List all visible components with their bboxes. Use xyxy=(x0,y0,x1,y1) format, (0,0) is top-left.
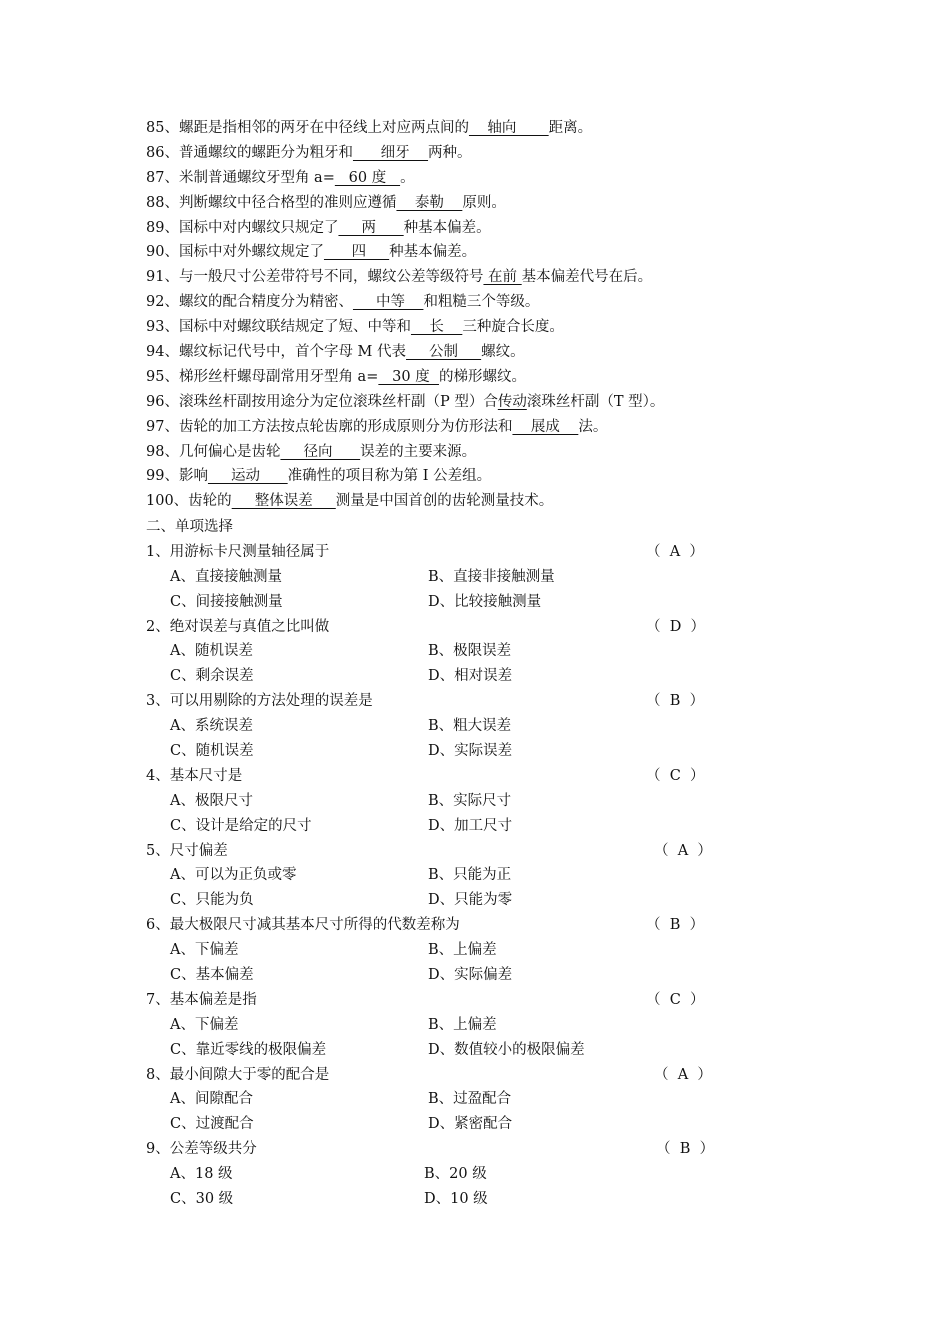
answer-blank: 四 xyxy=(323,244,390,261)
option-c: C、随机误差 xyxy=(170,743,254,760)
option-row xyxy=(146,888,846,913)
question-stem: 4、基本尺寸是 （ C ） xyxy=(146,764,846,789)
option-row xyxy=(146,789,846,814)
answer-marker: （ C ） xyxy=(646,767,705,784)
option-b: B、极限误差 xyxy=(428,643,512,660)
option-row xyxy=(146,590,846,615)
answer-marker: （ C ） xyxy=(646,991,705,1008)
question-stem: 6、最大极限尺寸减其基本尺寸所得的代数差称为 （ B ） xyxy=(146,913,846,938)
question-stem: 7、基本偏差是指 （ C ） xyxy=(146,988,846,1013)
option-a: A、系统误差 xyxy=(170,718,253,735)
answer-blank: 公制 xyxy=(406,344,482,361)
fill-in-item: 94、螺纹标记代号中，首个字母 M 代表 公制 螺纹。 xyxy=(146,344,525,361)
answer-blank: 传动 xyxy=(497,393,527,410)
fill-in-item: 99、影响 运动 准确性的项目称为第 I 公差组。 xyxy=(146,468,492,485)
option-b: B、上偏差 xyxy=(428,942,497,959)
option-d: D、实际误差 xyxy=(428,743,513,760)
answer-blank: 径向 xyxy=(280,443,361,460)
fill-in-item: 91、与一般尺寸公差带符号不同，螺纹公差等级符号 在前 基本偏差代号在后。 xyxy=(146,269,653,286)
option-c: C、只能为负 xyxy=(170,892,254,909)
answer-marker: （ B ） xyxy=(646,917,705,934)
option-d: D、10 级 xyxy=(424,1191,488,1208)
multiple-choice-section xyxy=(146,515,846,1212)
option-c: C、设计是给定的尺寸 xyxy=(170,817,312,834)
option-c: C、基本偏差 xyxy=(170,967,254,984)
answer-blank: 中等 xyxy=(352,294,424,311)
answer-marker: （ A ） xyxy=(654,842,712,859)
answer-blank: 细牙 xyxy=(352,144,429,161)
fill-in-item: 93、国标中对螺纹联结规定了短、中等和 长 三种旋合长度。 xyxy=(146,319,564,336)
option-c: C、剩余误差 xyxy=(170,668,254,685)
fill-in-item: 86、普通螺纹的螺距分为粗牙和 细牙 两种。 xyxy=(146,144,472,161)
option-a: A、下偏差 xyxy=(170,1016,239,1033)
option-b: B、粗大误差 xyxy=(428,718,512,735)
question-stem: 2、绝对误差与真值之比叫做 （ D ） xyxy=(146,615,846,640)
option-a: A、可以为正负或零 xyxy=(170,867,297,884)
question-stem: 1、用游标卡尺测量轴径属于 （ A ） xyxy=(146,540,846,565)
option-c: C、间接接触测量 xyxy=(170,593,283,610)
option-c: C、过渡配合 xyxy=(170,1116,254,1133)
option-row xyxy=(146,1187,846,1212)
answer-blank: 整体误差 xyxy=(231,493,336,510)
fill-in-item: 96、滚珠丝杆副按用途分为定位滚珠丝杆副（P 型）合传动滚珠丝杆副（T 型）。 xyxy=(146,393,665,410)
option-row xyxy=(146,639,846,664)
option-row xyxy=(146,1162,846,1187)
option-d: D、数值较小的极限偏差 xyxy=(428,1041,585,1058)
question-stem: 8、最小间隙大于零的配合是 （ A ） xyxy=(146,1063,846,1088)
option-a: A、间隙配合 xyxy=(170,1091,253,1108)
option-row xyxy=(146,963,846,988)
option-row xyxy=(146,565,846,590)
answer-blank: 泰勒 xyxy=(396,194,463,211)
option-b: B、上偏差 xyxy=(428,1016,497,1033)
option-row xyxy=(146,1013,846,1038)
answer-marker: （ A ） xyxy=(654,1066,712,1083)
fill-in-section xyxy=(146,116,846,514)
option-row xyxy=(146,714,846,739)
option-d: D、加工尺寸 xyxy=(428,817,513,834)
option-row xyxy=(146,1112,846,1137)
fill-in-item: 85、螺距是指相邻的两牙在中径线上对应两点间的 轴向 距离。 xyxy=(146,120,593,136)
option-a: A、直接接触测量 xyxy=(170,568,282,585)
option-d: D、紧密配合 xyxy=(428,1116,513,1133)
option-a: A、18 级 xyxy=(170,1166,233,1183)
fill-in-item: 90、国标中对外螺纹规定了 四 种基本偏差。 xyxy=(146,244,477,261)
fill-in-item: 89、国标中对内螺纹只规定了 两 种基本偏差。 xyxy=(146,219,491,236)
fill-in-item: 87、米制普通螺纹牙型角 a= 60 度 。 xyxy=(146,169,415,186)
option-row xyxy=(146,1038,846,1063)
option-b: B、只能为正 xyxy=(428,867,512,884)
option-c: C、30 级 xyxy=(170,1191,234,1208)
answer-blank: 在前 xyxy=(483,269,522,286)
option-b: B、直接非接触测量 xyxy=(428,568,555,585)
answer-blank: 长 xyxy=(410,319,463,336)
answer-marker: （ B ） xyxy=(656,1141,715,1158)
answer-blank: 展成 xyxy=(512,418,579,435)
answer-blank: 30 度 xyxy=(378,368,439,385)
answer-blank: 两 xyxy=(338,219,404,236)
option-a: A、随机误差 xyxy=(170,643,253,660)
fill-in-item: 97、齿轮的加工方法按点轮齿廓的形成原则分为仿形法和 展成 法。 xyxy=(146,418,608,435)
question-stem: 3、可以用剔除的方法处理的误差是 （ B ） xyxy=(146,689,846,714)
fill-in-item: 100、齿轮的 整体误差 测量是中国首创的齿轮测量技术。 xyxy=(146,493,554,510)
fill-in-item: 88、判断螺纹中径合格型的准则应遵循 泰勒 原则。 xyxy=(146,194,506,211)
option-row xyxy=(146,1087,846,1112)
answer-marker: （ D ） xyxy=(646,618,706,635)
option-b: B、20 级 xyxy=(424,1166,487,1183)
option-d: D、实际偏差 xyxy=(428,967,513,984)
fill-in-item: 98、几何偏心是齿轮 径向 误差的主要来源。 xyxy=(146,443,477,460)
option-a: A、极限尺寸 xyxy=(170,792,253,809)
fill-in-item: 95、梯形丝杆螺母副常用牙型角 a= 30 度 的梯形螺纹。 xyxy=(146,368,526,385)
answer-blank: 60 度 xyxy=(334,169,401,186)
fill-in-item: 92、螺纹的配合精度分为精密、 中等 和粗糙三个等级。 xyxy=(146,294,540,311)
option-row xyxy=(146,814,846,839)
option-row xyxy=(146,863,846,888)
answer-blank: 运动 xyxy=(207,468,288,485)
option-d: D、相对误差 xyxy=(428,668,513,685)
option-row xyxy=(146,938,846,963)
option-row xyxy=(146,739,846,764)
answer-marker: （ B ） xyxy=(646,693,705,710)
option-a: A、下偏差 xyxy=(170,942,239,959)
answer-blank: 轴向 xyxy=(468,120,549,136)
answer-marker: （ A ） xyxy=(646,543,704,560)
question-stem: 5、尺寸偏差 （ A ） xyxy=(146,839,846,864)
option-b: B、实际尺寸 xyxy=(428,792,512,809)
option-d: D、比较接触测量 xyxy=(428,593,542,610)
section-title: 二、单项选择 xyxy=(146,519,233,535)
question-stem: 9、公差等级共分 （ B ） xyxy=(146,1137,846,1162)
option-b: B、过盈配合 xyxy=(428,1091,512,1108)
option-row xyxy=(146,664,846,689)
option-c: C、靠近零线的极限偏差 xyxy=(170,1041,327,1058)
option-d: D、只能为零 xyxy=(428,892,513,909)
